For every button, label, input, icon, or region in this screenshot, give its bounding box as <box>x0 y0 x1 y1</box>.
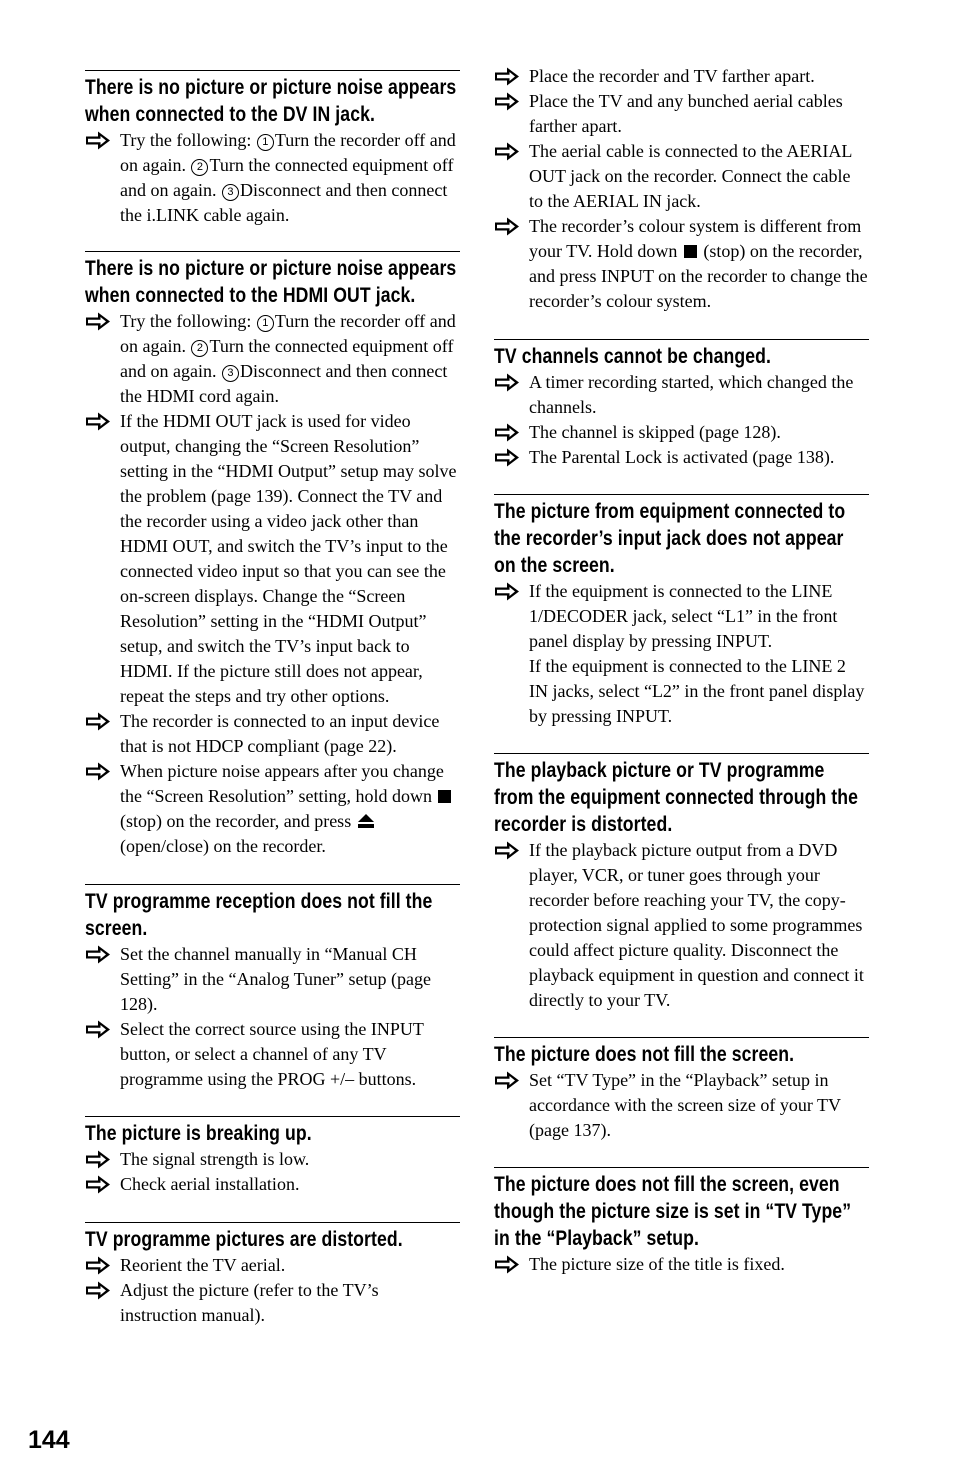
list-item <box>494 579 869 729</box>
arrow-icon <box>494 582 520 601</box>
arrow-icon <box>85 412 111 431</box>
item-text: (stop) on the recorder, and press <box>120 811 356 831</box>
list-item <box>85 409 460 709</box>
list-item <box>494 214 869 314</box>
item-text: When picture noise appears after you change the “Screen Resolution” setting, hold down <box>120 761 444 806</box>
section-heading: The picture from equipment connected to the recorder’s input jack does not appear on the screen. <box>494 500 846 577</box>
list-item <box>85 128 460 228</box>
item-text: If the playback picture output from a DVD player, VCR, or tuner goes through your recorder before reaching your TV, the copy-protection signal applied to some programmes could affect picture quality. Disconnect the playback equipment in question and connect it directly to your TV. <box>529 840 864 1010</box>
section-dv-in <box>85 70 460 228</box>
list-item <box>85 1278 460 1328</box>
arrow-icon <box>85 945 111 964</box>
list-item <box>494 370 869 420</box>
arrow-icon <box>494 423 520 442</box>
item-text: Try the following: <box>120 311 256 331</box>
list-item <box>85 1017 460 1092</box>
list-item <box>494 445 869 470</box>
item-text: A timer recording started, which changed the channels. <box>529 372 854 417</box>
right-column <box>494 64 869 1277</box>
arrow-icon <box>494 1071 520 1090</box>
arrow-icon <box>494 67 520 86</box>
section-hdmi-out <box>85 251 460 859</box>
item-text: The aerial cable is connected to the AERIAL OUT jack on the recorder. Connect the cable to the AERIAL IN jack. <box>529 141 852 211</box>
item-text: Reorient the TV aerial. <box>120 1255 286 1275</box>
section-heading: There is no picture or picture noise appears when connected to the HDMI OUT jack. <box>85 257 457 307</box>
section-heading: There is no picture or picture noise appears when connected to the DV IN jack. <box>85 76 457 126</box>
item-text: Turn the connected equipment off and on again. <box>120 155 454 200</box>
circled-number-icon: 2 <box>191 340 208 357</box>
item-text: Place the TV and any bunched aerial cables farther apart. <box>529 91 843 136</box>
arrow-icon <box>494 217 520 236</box>
section-distorted <box>85 1222 460 1328</box>
circled-number-icon: 3 <box>222 184 239 201</box>
section-heading: The playback picture or TV programme from the equipment connected through the recorder is distorted. <box>494 759 859 836</box>
section-continued <box>494 64 869 314</box>
section-heading: The picture does not fill the screen, even though the picture size is set in “TV Type” in the “Playback” setup. <box>494 1173 852 1250</box>
list-item <box>85 709 460 759</box>
arrow-icon <box>85 1150 111 1169</box>
section-channels <box>494 339 869 470</box>
item-text: The Parental Lock is activated (page 138). <box>529 447 835 467</box>
arrow-icon <box>494 142 520 161</box>
list-item <box>494 64 869 89</box>
list-item <box>494 89 869 139</box>
circled-number-icon: 1 <box>257 315 274 332</box>
circled-number-icon: 1 <box>257 134 274 151</box>
item-text: If the HDMI OUT jack is used for video output, changing the “Screen Resolution” setting in the “HDMI Output” setup may solve the problem (page 139). Connect the TV and the recorder using a video jack other than HDMI OUT, and switch the TV’s input to the connected video input so that you can see the on-screen displays. Change the “Screen Resolution” setting in the “HDMI Output” setup, and switch the TV’s input back to HDMI. If the picture still does not appear, repeat the steps and try other options. <box>120 411 457 706</box>
list-item <box>85 309 460 409</box>
item-text: Check aerial installation. <box>120 1174 300 1194</box>
item-text: The signal strength is low. <box>120 1149 310 1169</box>
page-number: 144 <box>28 1426 70 1454</box>
list-item <box>85 759 460 859</box>
arrow-icon <box>85 1020 111 1039</box>
section-breaking-up <box>85 1116 460 1197</box>
section-reception <box>85 884 460 1092</box>
item-text: Turn the recorder off and on again. <box>120 311 456 356</box>
section-heading: The picture is breaking up. <box>85 1122 312 1145</box>
item-text: Set “TV Type” in the “Playback” setup in accordance with the screen size of your TV (page 137). <box>529 1070 841 1140</box>
arrow-icon <box>85 131 111 150</box>
arrow-icon <box>494 841 520 860</box>
section-not-fill-tv-type <box>494 1167 869 1277</box>
arrow-icon <box>85 762 111 781</box>
list-item <box>494 420 869 445</box>
circled-number-icon: 2 <box>191 159 208 176</box>
item-text: If the equipment is connected to the LINE 1/DECODER jack, select “L1” in the front panel display by pressing INPUT. <box>529 581 838 651</box>
item-text: Turn the connected equipment off and on again. <box>120 336 454 381</box>
left-column <box>85 70 460 1328</box>
arrow-icon <box>494 1255 520 1274</box>
item-text: Place the recorder and TV farther apart. <box>529 66 815 86</box>
list-item <box>85 942 460 1017</box>
section-not-fill <box>494 1037 869 1143</box>
arrow-icon <box>494 373 520 392</box>
list-item <box>494 1252 869 1277</box>
section-heading: TV programme reception does not fill the screen. <box>85 890 433 940</box>
circled-number-icon: 3 <box>222 365 239 382</box>
eject-icon <box>358 814 374 828</box>
section-heading: TV programme pictures are distorted. <box>85 1228 403 1251</box>
stop-icon <box>438 790 451 803</box>
item-text: The picture size of the title is fixed. <box>529 1254 785 1274</box>
section-heading: TV channels cannot be changed. <box>494 345 771 368</box>
section-playback-distorted <box>494 753 869 1013</box>
list-item <box>494 139 869 214</box>
arrow-icon <box>85 1175 111 1194</box>
item-text: Set the channel manually in “Manual CH Setting” in the “Analog Tuner” setup (page 128). <box>120 944 431 1014</box>
arrow-icon <box>494 448 520 467</box>
list-item <box>85 1253 460 1278</box>
item-text: Try the following: <box>120 130 256 150</box>
item-text: The recorder is connected to an input device that is not HDCP compliant (page 22). <box>120 711 440 756</box>
item-text: The recorder’s colour system is different from your TV. Hold down <box>529 216 862 261</box>
item-text: The channel is skipped (page 128). <box>529 422 781 442</box>
stop-icon <box>684 245 697 258</box>
list-item <box>85 1172 460 1197</box>
item-text: Turn the recorder off and on again. <box>120 130 456 175</box>
item-text: Select the correct source using the INPUT button, or select a channel of any TV programme using the PROG +/– buttons. <box>120 1019 424 1089</box>
section-heading: The picture does not fill the screen. <box>494 1043 795 1066</box>
item-text: Disconnect and then connect the i.LINK cable again. <box>120 180 448 225</box>
section-input-jack <box>494 494 869 729</box>
item-text: Adjust the picture (refer to the TV’s instruction manual). <box>120 1280 379 1325</box>
item-text: If the equipment is connected to the LINE 2 IN jacks, select “L2” in the front panel display by pressing INPUT. <box>529 656 865 726</box>
arrow-icon <box>494 92 520 111</box>
list-item <box>85 1147 460 1172</box>
item-text: (stop) on the recorder, and press INPUT on the recorder to change the recorder’s colour system. <box>529 241 868 311</box>
item-text: Disconnect and then connect the HDMI cord again. <box>120 361 448 406</box>
item-text: (open/close) on the recorder. <box>120 836 326 856</box>
arrow-icon <box>85 1256 111 1275</box>
arrow-icon <box>85 312 111 331</box>
list-item <box>494 838 869 1013</box>
arrow-icon <box>85 712 111 731</box>
arrow-icon <box>85 1281 111 1300</box>
list-item <box>494 1068 869 1143</box>
